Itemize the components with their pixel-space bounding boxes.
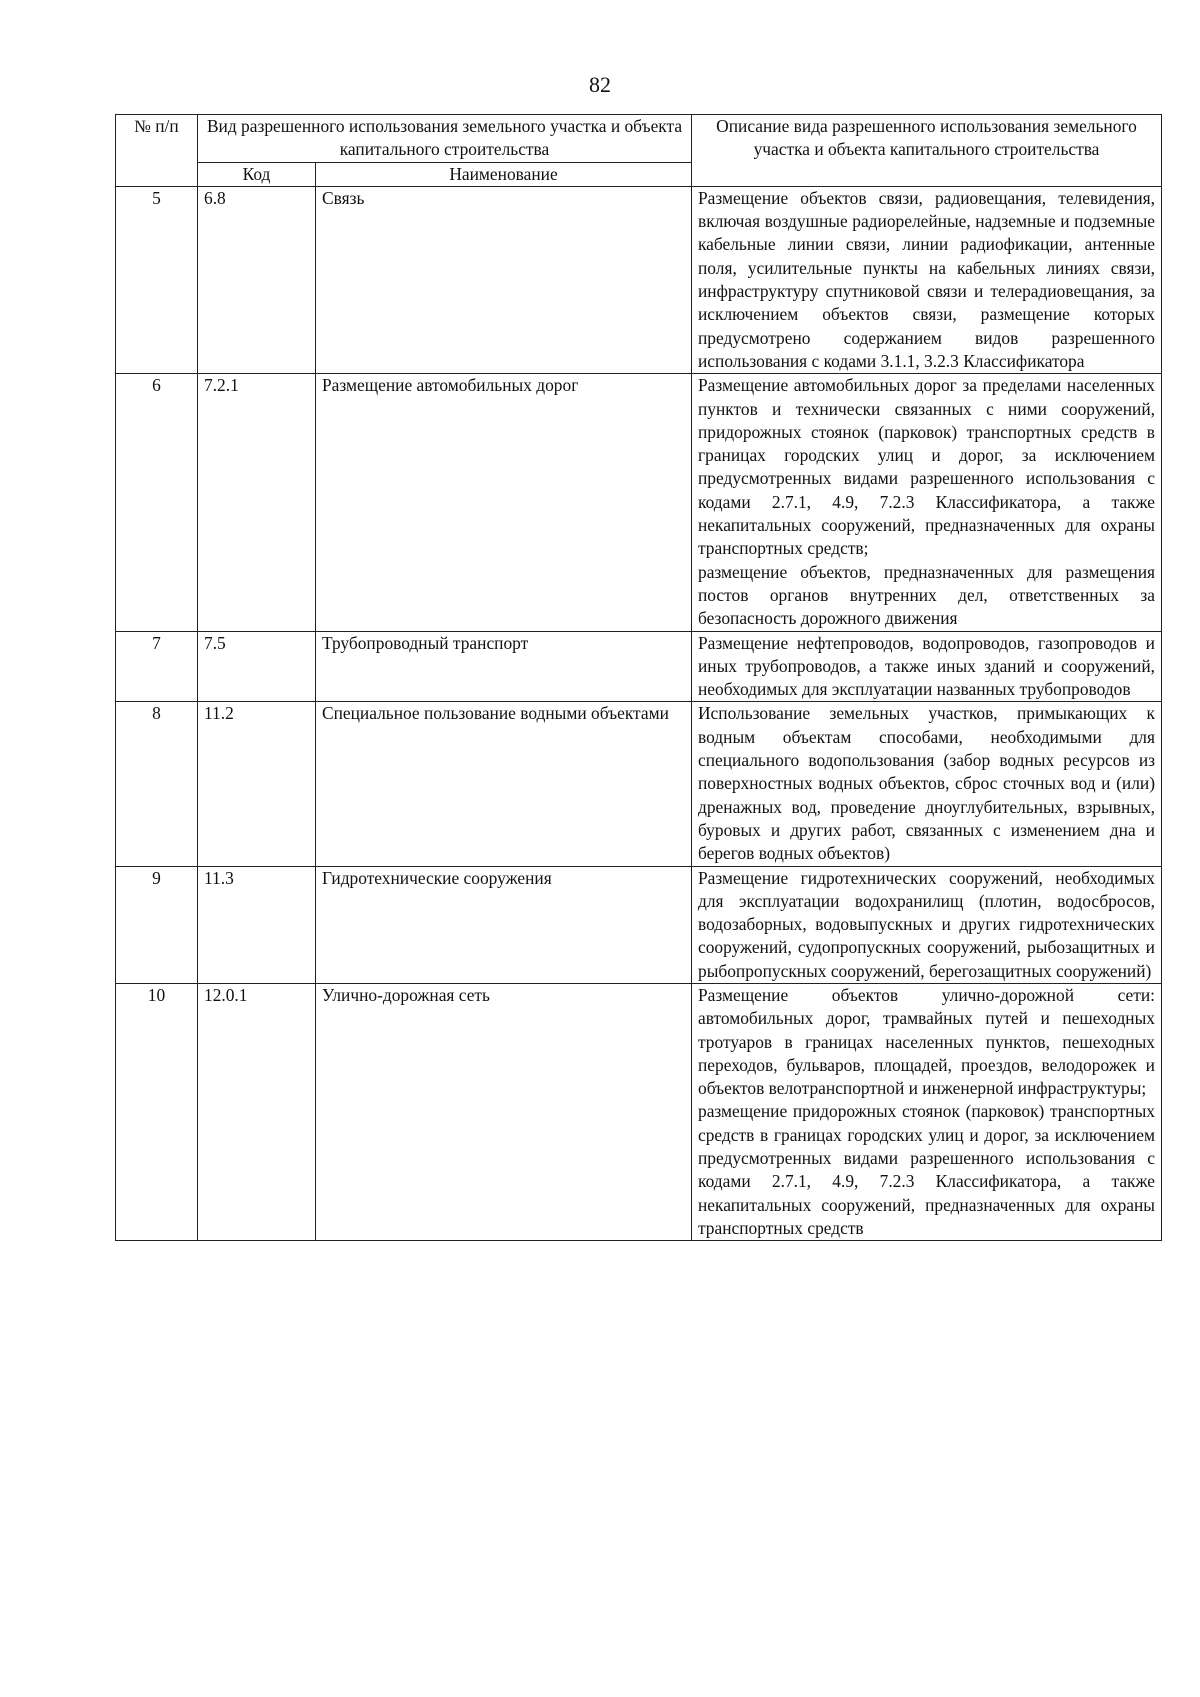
description-paragraph: Размещение нефтепроводов, водопроводов, газопроводов и иных трубопроводов, а также иных зданий и сооружений, необходимых для эксплуатации названных трубопроводов [698,632,1155,700]
row-description [692,702,1162,866]
row-description [692,186,1162,373]
header-row [116,115,1162,163]
table-row [116,702,1162,866]
page-number: 82 [589,72,611,97]
description-paragraph: Размещение автомобильных дорог за пределами населенных пунктов и технически связанных с ними сооружений, придорожных стоянок (парковок) транспортных средств в границах городских улиц и дорог, за исключением предусмотренных видами разрешенного использования с кодами 2.7.1, 4.9, 7.2.3 Классификатора, а также некапитальных сооружений, предназначенных для охраны транспортных средств; [698,375,1155,559]
row-code: 7.2.1 [198,374,316,631]
header-type-group: Вид разрешенного использования земельного участка и объекта капитального строительства [198,115,692,163]
header-num: № п/п [116,115,198,187]
row-number: 6 [116,374,198,631]
header-code: Код [198,162,316,186]
header-name: Наименование [316,162,692,186]
table-row [116,631,1162,702]
header-description: Описание вида разрешенного использования земельного участка и объекта капитального строительства [692,115,1162,187]
description-paragraph: Размещение объектов связи, радиовещания, телевидения, включая воздушные радиорелейные, надземные и подземные кабельные линии связи, линии радиофикации, антенные поля, усилительные пункты на кабельных линиях связи, инфраструктуру спутниковой связи и телерадиовещания, за исключением объектов связи, размещение которых предусмотрено содержанием видов разрешенного использования с кодами 3.1.1, 3.2.3 Классификатора [698,187,1155,371]
row-name: Размещение автомобильных дорог [316,374,692,631]
land-use-table [115,114,1162,1241]
table-row [116,983,1162,1240]
row-description [692,866,1162,983]
description-paragraph: размещение придорожных стоянок (парковок) транспортных средств в границах городских улиц и дорог, за исключением предусмотренных видами разрешенного использования с кодами 2.7.1, 4.9, 7.2.3 Классификатора, а также некапитальных сооружений, предназначенных для охраны транспортных средств [698,1101,1155,1238]
row-number: 5 [116,186,198,373]
row-code: 11.2 [198,702,316,866]
row-code: 7.5 [198,631,316,702]
description-paragraph: размещение объектов, предназначенных для размещения постов органов внутренних дел, ответственных за безопасность дорожного движения [698,561,1155,629]
row-number: 7 [116,631,198,702]
row-name: Трубопроводный транспорт [316,631,692,702]
row-code: 11.3 [198,866,316,983]
description-paragraph: Размещение объектов улично-дорожной сети: автомобильных дорог, трамвайных путей и пешеходных тротуаров в границах населенных пунктов, пешеходных переходов, бульваров, площадей, проездов, велодорожек и объектов велотранспортной и инженерной инфраструктуры; [698,984,1155,1099]
table-row [116,186,1162,373]
description-paragraph: Размещение гидротехнических сооружений, необходимых для эксплуатации водохранилищ (плотин, водосбросов, водозаборных, водовыпускных и других гидротехнических сооружений, судопропускных сооружений, рыбозащитных и рыбопропускных сооружений, берегозащитных сооружений) [698,867,1155,981]
table-row [116,374,1162,631]
row-code: 6.8 [198,186,316,373]
table-body [116,186,1162,1240]
row-description [692,374,1162,631]
row-name: Связь [316,186,692,373]
row-number: 10 [116,983,198,1240]
table-row [116,866,1162,983]
row-name: Гидротехнические сооружения [316,866,692,983]
row-name: Специальное пользование водными объектами [316,702,692,866]
row-description [692,631,1162,702]
row-name: Улично-дорожная сеть [316,983,692,1240]
row-code: 12.0.1 [198,983,316,1240]
row-description [692,983,1162,1240]
row-number: 8 [116,702,198,866]
row-number: 9 [116,866,198,983]
description-paragraph: Использование земельных участков, примыкающих к водным объектам способами, необходимыми для специального водопользования (забор водных ресурсов из поверхностных водных объектов, сброс сточных вод и (или) дренажных вод, проведение дноуглубительных, взрывных, буровых и других работ, связанных с изменением дна и берегов водных объектов) [698,703,1155,864]
